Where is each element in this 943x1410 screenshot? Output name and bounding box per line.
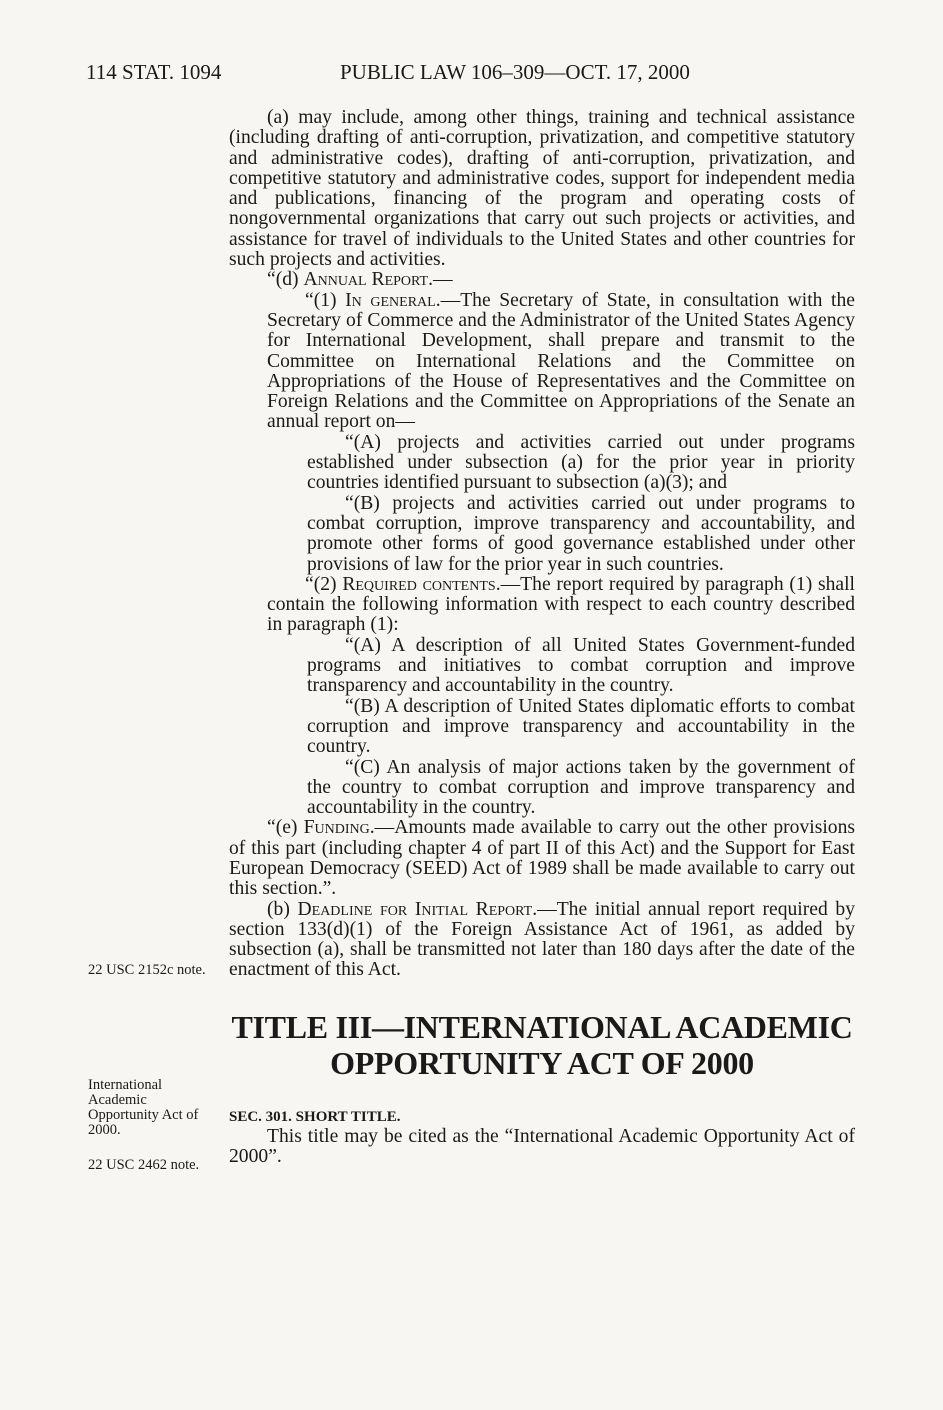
title-line-2: OPPORTUNITY ACT OF 2000	[330, 1044, 754, 1081]
page-header	[86, 60, 856, 88]
margin-note-short-title: International Academic Opportunity Act of 2000.	[88, 1077, 199, 1138]
margin-note-usc-2152c: 22 USC 2152c note.	[88, 962, 206, 978]
paragraph-d1-B: “(B) projects and activities carried out under programs to combat corruption, improve transparency and accountability, and promote other forms of good governance established under other provisions of law for the prior year in such countries.	[307, 492, 855, 575]
section-301-text: This title may be cited as the “International Academic Opportunity Act of 2000”.	[229, 1125, 855, 1168]
margin-note-usc-2462: 22 USC 2462 note.	[88, 1157, 200, 1173]
title-line-1: TITLE III—INTERNATIONAL ACADEMIC	[231, 1008, 853, 1045]
paragraph-d2: “(2) Required contents.—The report required by paragraph (1) shall contain the following information with respect to each country described in paragraph (1):	[267, 573, 856, 636]
paragraph-d2-A: “(A) A description of all United States Government-funded programs and initiatives to combat corruption and improve transparency and accountability in the country.	[307, 634, 855, 697]
subsection-e: “(e) Funding.—Amounts made available to carry out the other provisions of this part (including chapter 4 of part II of this Act) and the Support for East European Democracy (SEED) Act of 1989 shall be made available to carry out this section.”.	[229, 817, 855, 900]
paragraph-d1-A: “(A) projects and activities carried out under programs established under subsection (a) for the prior year in priority countries identified pursuant to subsection (a)(3); and	[307, 431, 855, 494]
paragraph-d2-B: “(B) A description of United States diplomatic efforts to combat corruption and improve transparency and accountability in the country.	[307, 695, 855, 758]
subsection-b-deadline: (b) Deadline for Initial Report.—The initial annual report required by section 133(d)(1) of the Foreign Assistance Act of 1961, as added by subsection (a), shall be transmitted not later than 180 days after the date of the enactment of this Act.	[229, 898, 856, 981]
section-301-heading: SEC. 301. SHORT TITLE.	[229, 1108, 401, 1125]
paragraph-d2-C: “(C) An analysis of major actions taken by the government of the country to combat corruption and improve transparency and accountability in the country.	[307, 756, 855, 819]
public-law-header: PUBLIC LAW 106–309—OCT. 17, 2000	[340, 60, 690, 84]
subsection-d-heading: “(d) Annual Report.—	[267, 269, 453, 291]
statute-citation: 114 STAT. 1094	[86, 60, 222, 84]
paragraph-a-continuation: (a) may include, among other things, training and technical assistance (including drafting of anti-corruption, privatization, and competitive statutory and administrative codes), drafting of anti-corruption, privatization, and competitive statutory and administrative codes, support for independent media and publications, financing of the program and operating costs of nongovernmental organizations that carry out such projects or activities, and assistance for travel of individuals to the United States and other countries for such projects and activities.	[229, 107, 855, 271]
title-iii-heading	[229, 1009, 855, 1081]
law-body-text	[229, 108, 855, 1167]
paragraph-d1: “(1) In general.—The Secretary of State, in consultation with the Secretary of Commerce and the Administrator of the United States Agency for International Development, shall prepare and transmit to the Committee on International Relations and the Committee on Appropriations of the House of Representatives and the Committee on Foreign Relations and the Committee on Appropriations of the Senate an annual report on—	[267, 289, 855, 433]
